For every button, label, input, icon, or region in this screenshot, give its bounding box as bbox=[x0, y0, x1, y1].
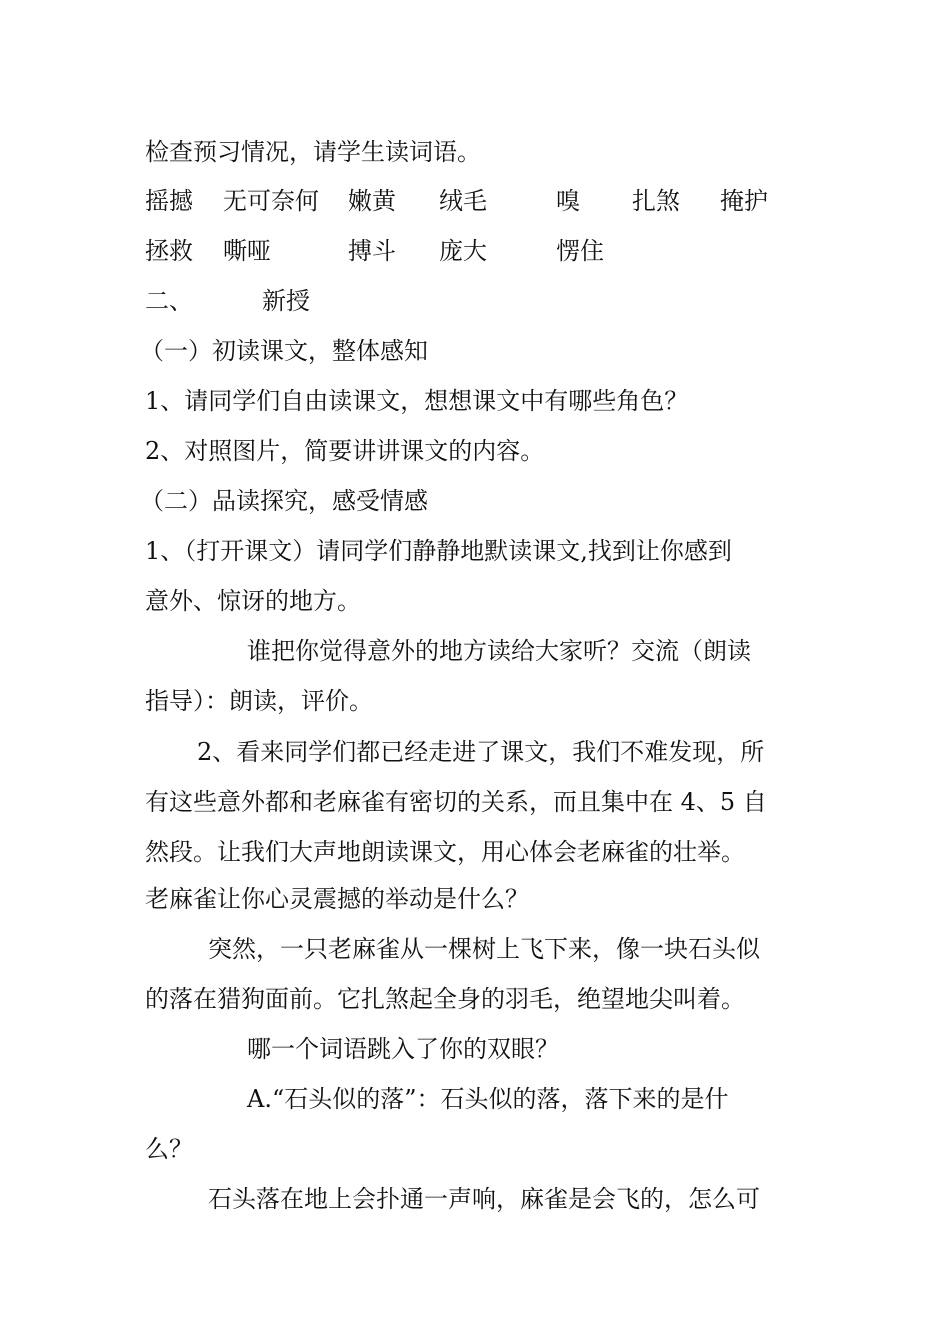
paragraph-question-3-line-2: 意外、惊讶的地方。 bbox=[145, 587, 361, 615]
vocab-word: 嘶哑 bbox=[223, 237, 271, 265]
subheading-first-reading: （一）初读课文，整体感知 bbox=[140, 337, 428, 365]
vocab-word: 愣住 bbox=[556, 237, 604, 265]
vocab-row-2 bbox=[0, 236, 950, 266]
vocab-word: 无可奈何 bbox=[223, 187, 319, 215]
paragraph-question-4-line-2: 有这些意外都和老麻雀有密切的关系，而且集中在 4、5 自 bbox=[145, 788, 767, 816]
vocab-word: 绒毛 bbox=[439, 187, 487, 215]
subheading-deep-reading: （二）品读探究，感受情感 bbox=[140, 487, 428, 515]
paragraph-answer-a-line-2: 么？ bbox=[145, 1135, 193, 1163]
vocab-word: 嗅 bbox=[556, 187, 580, 215]
paragraph-question-1: 1、请同学们自由读课文，想想课文中有哪些角色？ bbox=[145, 387, 689, 415]
paragraph-answer-a-line-1: A.“石头似的落”：石头似的落，落下来的是什 bbox=[247, 1085, 729, 1113]
paragraph-question-4-line-3: 然段。让我们大声地朗读课文，用心体会老麻雀的壮举。 bbox=[145, 838, 745, 866]
paragraph-preview-check: 检查预习情况，请学生读词语。 bbox=[145, 138, 481, 166]
paragraph-question-4-line-1: 2、看来同学们都已经走进了课文，我们不难发现，所 bbox=[197, 738, 765, 766]
paragraph-last-line: 石头落在地上会扑通一声响，麻雀是会飞的，怎么可 bbox=[208, 1185, 760, 1213]
vocab-word: 掩护 bbox=[720, 187, 768, 215]
vocab-word: 拯救 bbox=[145, 237, 193, 265]
section-number: 二、 bbox=[145, 287, 193, 315]
section-heading-new-lesson bbox=[0, 286, 950, 316]
paragraph-quote-line-2: 的落在猎狗面前。它扎煞起全身的羽毛，绝望地尖叫着。 bbox=[145, 985, 745, 1013]
paragraph-share-line-1: 谁把你觉得意外的地方读给大家听？交流（朗读 bbox=[247, 637, 751, 665]
paragraph-quote-line-1: 突然，一只老麻雀从一棵树上飞下来，像一块石头似 bbox=[208, 935, 760, 963]
vocab-word: 摇撼 bbox=[145, 187, 193, 215]
paragraph-question-3-line-1: 1、（打开课文）请同学们静静地默读课文,找到让你感到 bbox=[145, 537, 732, 565]
vocab-word: 嫩黄 bbox=[348, 187, 396, 215]
paragraph-question-5: 老麻雀让你心灵震撼的举动是什么？ bbox=[145, 885, 529, 913]
paragraph-question-2: 2、对照图片，简要讲讲课文的内容。 bbox=[145, 437, 545, 465]
paragraph-share-line-2: 指导）：朗读，评价。 bbox=[145, 687, 373, 715]
vocab-word: 扎煞 bbox=[632, 187, 680, 215]
paragraph-question-6: 哪一个词语跳入了你的双眼？ bbox=[247, 1035, 559, 1063]
vocab-word: 庞大 bbox=[439, 237, 487, 265]
vocab-row-1 bbox=[0, 186, 950, 216]
vocab-word: 搏斗 bbox=[348, 237, 396, 265]
section-title: 新授 bbox=[262, 287, 310, 315]
